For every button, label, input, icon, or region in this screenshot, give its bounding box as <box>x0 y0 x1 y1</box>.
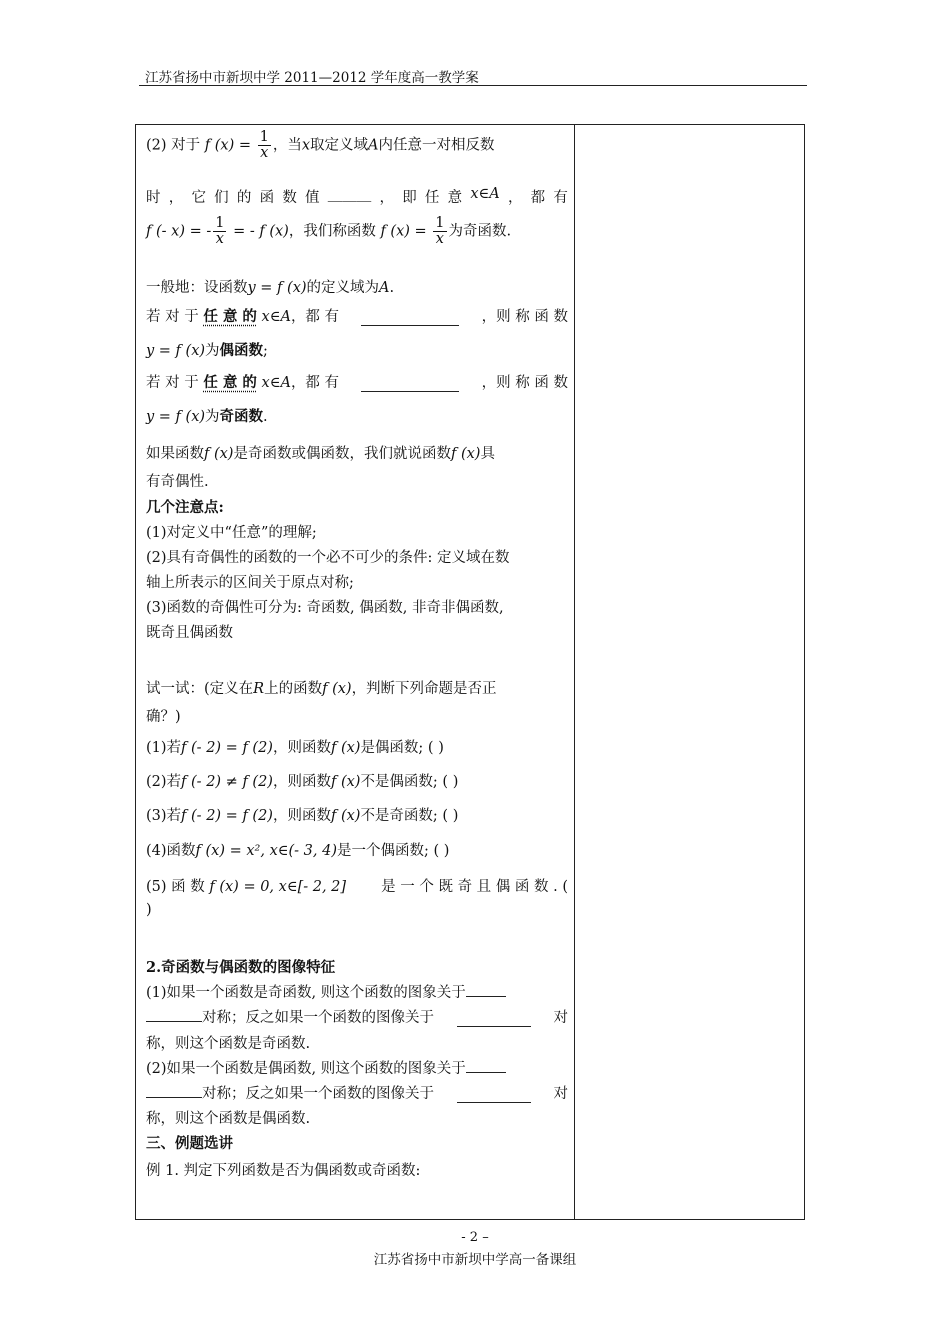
note-item: 轴上所表示的区间关于原点对称; <box>146 575 354 591</box>
question-item: (5) 函 数 f (x) = 0, x∈[- 2, 2] 是 一 个 既 奇 且 偶 函 数 . ( <box>146 879 568 895</box>
note-item: 既奇且偶函数 <box>146 625 233 641</box>
paragraph-line: f (- x) = - $\frac{1}{x}$ = - f (x)，我们称函数 f (x) = $\frac{1}{x}$ 为奇函数. <box>146 215 512 248</box>
paragraph-line: (1)如果一个函数是奇函数, 则这个函数的图象关于 <box>146 981 506 1002</box>
page-header: 江苏省扬中市新坝中学 2011—2012 学年度高一教学案 <box>145 70 479 86</box>
try-prompt: 确？) <box>146 709 181 725</box>
fill-blank[interactable] <box>146 1021 202 1022</box>
paragraph-line: (2)如果一个函数是偶函数, 则这个函数的图象关于 <box>146 1057 506 1078</box>
section-title: 三、例题选讲 <box>146 1135 233 1152</box>
fill-blank[interactable] <box>361 371 459 392</box>
notes-title: 几个注意点: <box>146 499 224 516</box>
fraction: $\frac{1}{x}$ <box>435 215 445 248</box>
fraction: $\frac{1}{x}$ <box>259 129 269 162</box>
section-title: 2.奇函数与偶函数的图像特征 <box>146 959 336 976</box>
paragraph-line: 对称；反之如果一个函数的图像关于 对 <box>146 1082 568 1103</box>
table-column-divider <box>574 124 575 1220</box>
page-number: - 2 – <box>461 1230 489 1245</box>
paragraph-line: y = f (x)为偶函数; <box>146 342 268 359</box>
question-item: (4)函数f (x) = x², x∈(- 3, 4)是一个偶函数; ( ) <box>146 843 450 859</box>
example-line: 例 1. 判定下列函数是否为偶函数或奇函数: <box>146 1163 421 1179</box>
footer-org: 江苏省扬中市新坝中学高一备课组 <box>373 1252 577 1268</box>
fill-blank[interactable] <box>466 1072 506 1073</box>
note-item: (1)对定义中“任意”的理解; <box>146 525 317 541</box>
fill-blank[interactable] <box>361 305 459 326</box>
paragraph-line: 称，则这个函数是偶函数. <box>146 1111 311 1127</box>
fill-blank[interactable] <box>457 1082 531 1103</box>
fill-blank[interactable] <box>466 996 506 997</box>
paragraph-line: 对称；反之如果一个函数的图像关于 对 <box>146 1006 568 1027</box>
fill-blank[interactable] <box>146 1097 202 1098</box>
paragraph-line: 如果函数f (x)是奇函数或偶函数，我们就说函数f (x)具 <box>146 446 495 462</box>
try-prompt: 试一试：(定义在R上的函数f (x)，判断下列命题是否正 <box>146 681 497 697</box>
note-item: (3)函数的奇偶性可分为: 奇函数, 偶函数, 非奇非偶函数, <box>146 600 504 616</box>
fraction: $\frac{1}{x}$ <box>215 215 225 248</box>
paragraph-line: 称，则这个函数是奇函数. <box>146 1036 311 1052</box>
paragraph-line: 若 对 于 任 意 的 x∈A，都 有 ，则 称 函 数 <box>146 371 568 392</box>
paragraph-line: y = f (x)为奇函数. <box>146 408 268 425</box>
paragraph-line: 若 对 于 任 意 的 x∈A，都 有 ，则 称 函 数 <box>146 305 568 326</box>
question-item: (1)若f (- 2) = f (2)，则函数f (x)是偶函数; ( ) <box>146 740 444 756</box>
question-item: (3)若f (- 2) = f (2)，则函数f (x)不是奇函数; ( ) <box>146 808 459 824</box>
paragraph-line: 时 ， 它 们 的 函 数 值 ______ ， 即 任 意 x∈A ， 都 有 <box>146 186 568 206</box>
paragraph-line: 一般地：设函数y = f (x)的定义域为A. <box>146 280 395 296</box>
note-item: (2)具有奇偶性的函数的一个必不可少的条件: 定义域在数 <box>146 550 510 566</box>
paragraph-line: 有奇偶性. <box>146 474 209 490</box>
question-item: (2)若f (- 2) ≠ f (2)，则函数f (x)不是偶函数; ( ) <box>146 774 459 790</box>
header-rule <box>139 85 807 86</box>
fill-blank[interactable] <box>457 1006 531 1027</box>
question-item: ) <box>146 902 152 918</box>
paragraph-line: (2) 对于 f (x) = $\frac{1}{x}$ ，当x取定义域A内任意一对相反数 <box>146 129 495 162</box>
